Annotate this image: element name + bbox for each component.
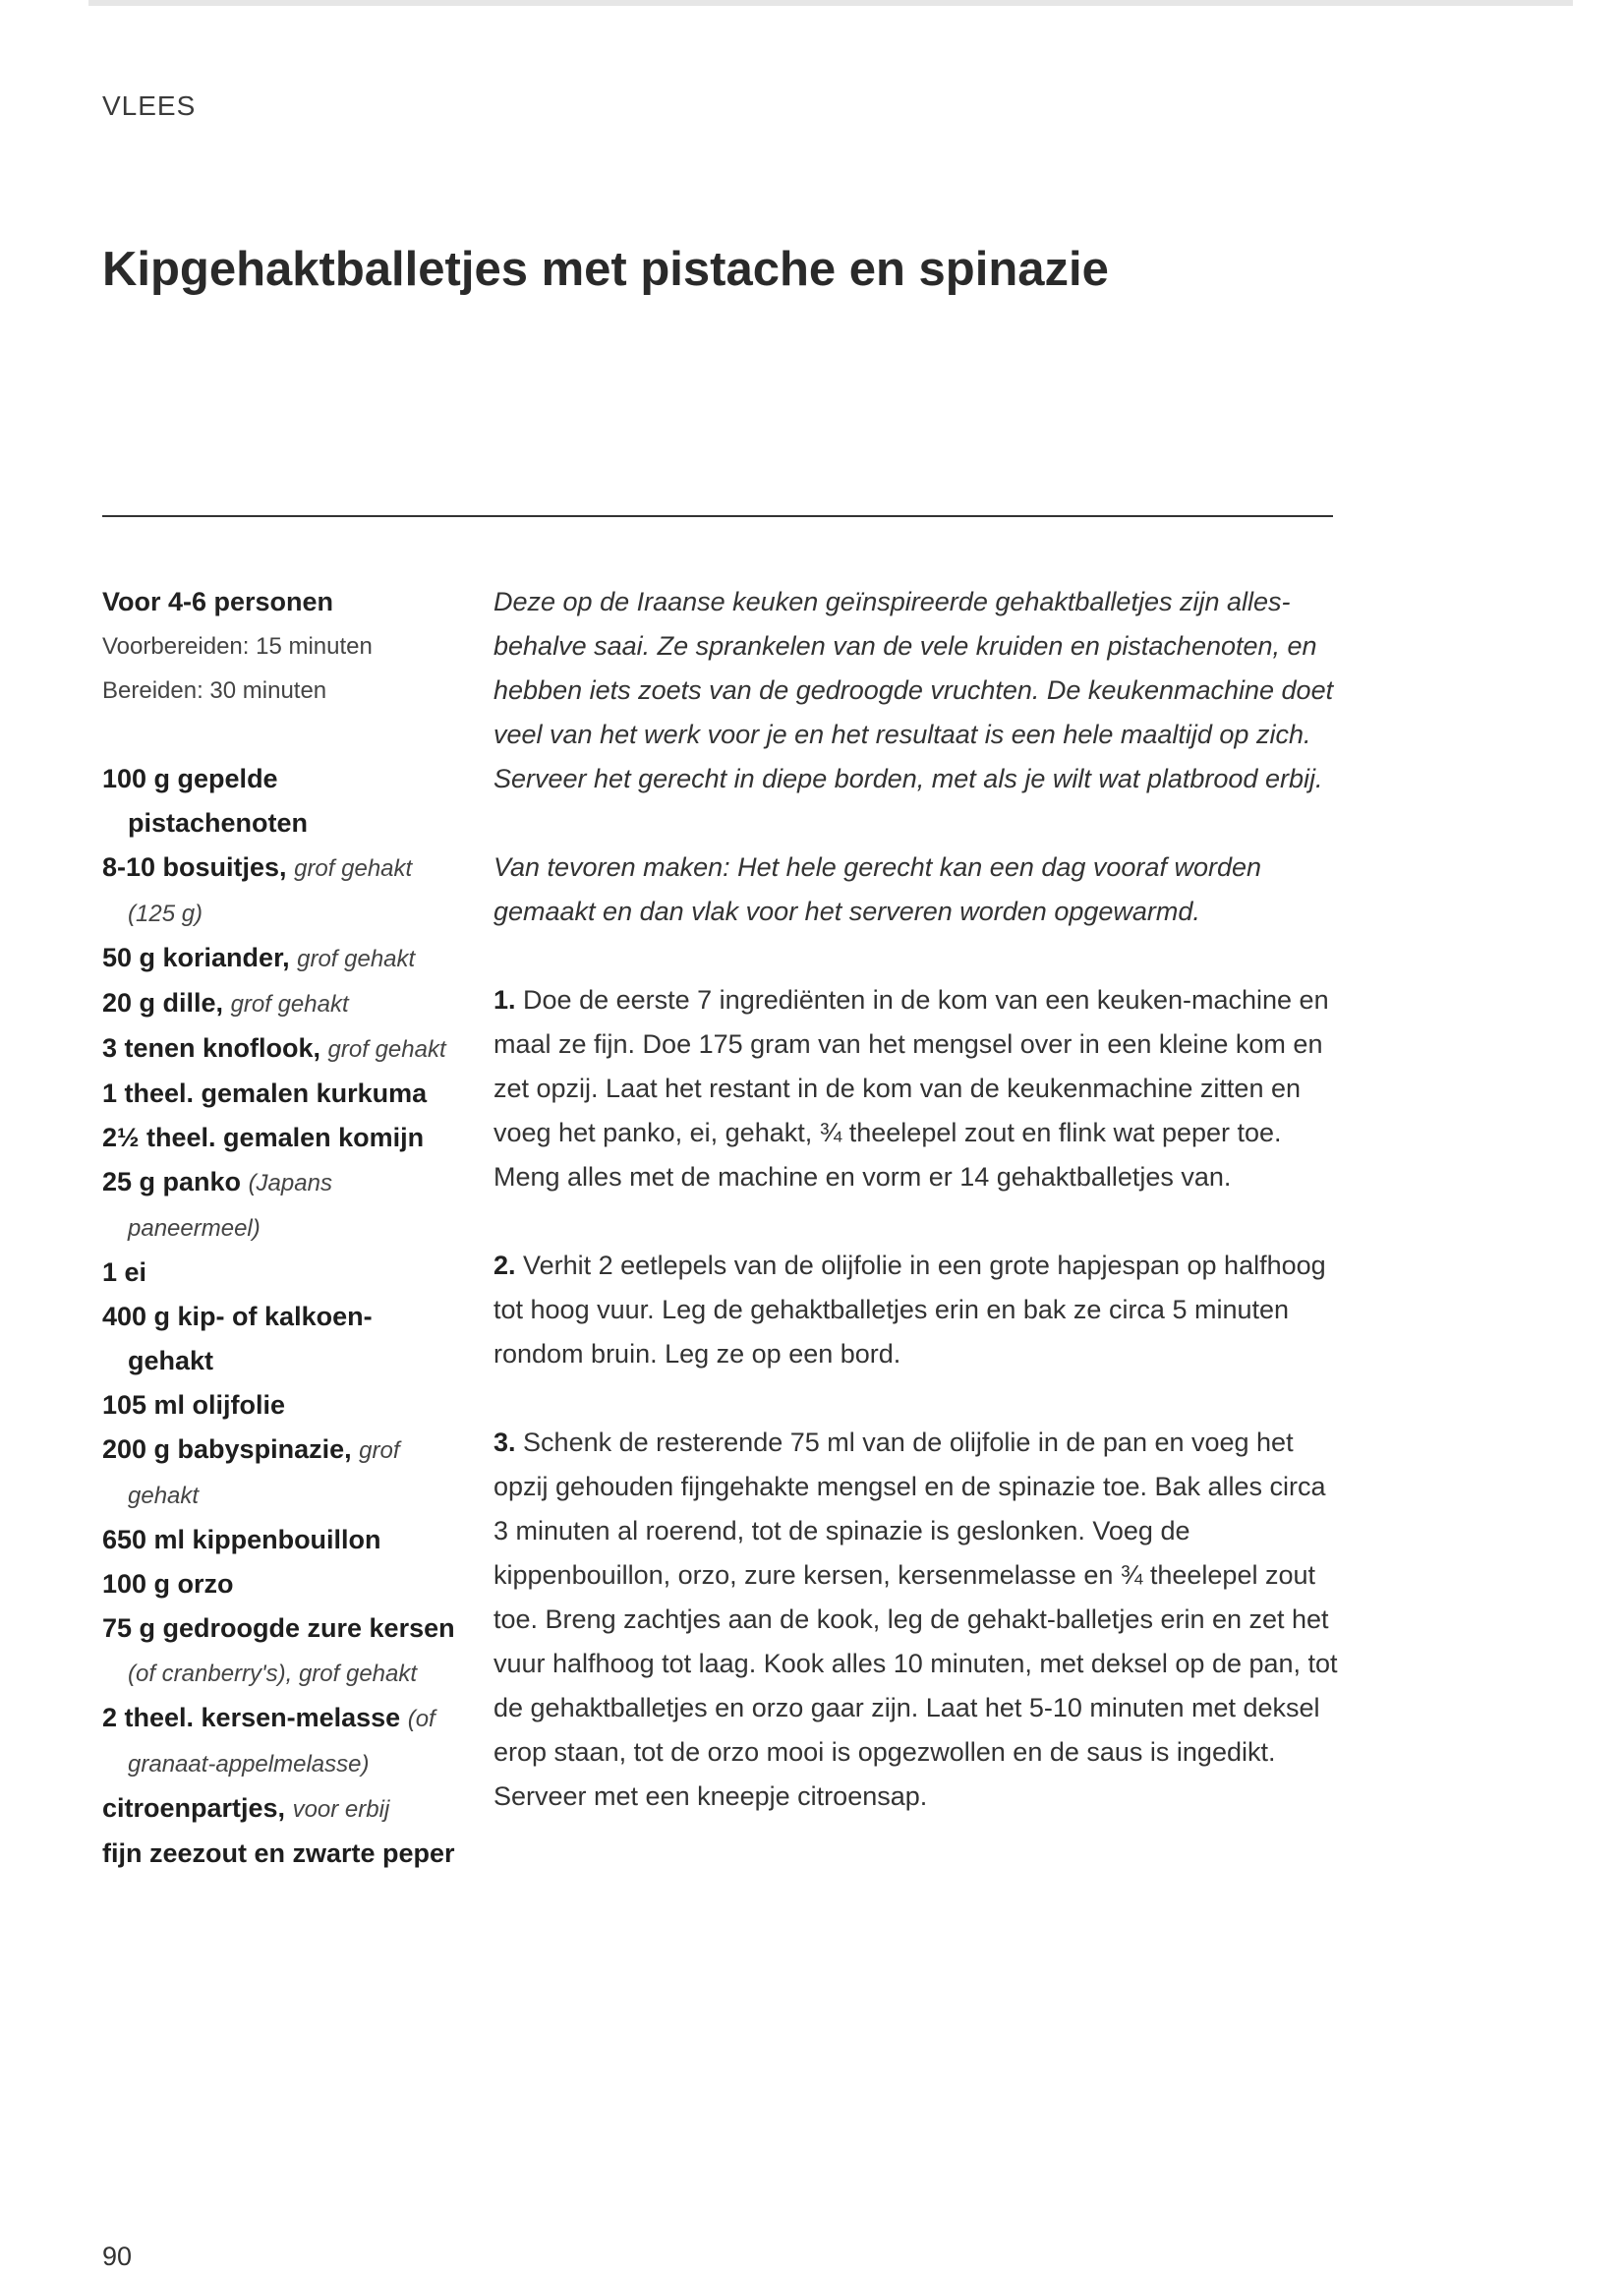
divider [102, 515, 1333, 517]
ingredient-note: grof gehakt [327, 1036, 446, 1063]
ingredient-item [102, 1428, 456, 1518]
ingredient-main: 20 g dille, [102, 988, 224, 1018]
ingredient-main: 25 g panko [102, 1167, 242, 1196]
servings: Voor 4-6 personen [102, 587, 334, 616]
ingredient-item [102, 1518, 456, 1562]
ingredient-note: grof gehakt [128, 1437, 400, 1509]
ingredient-list [102, 757, 456, 1876]
ingredient-item [102, 1606, 456, 1696]
intro-text: Deze op de Iraanse keuken geïnspireerde gehaktballetjes zijn alles-behalve saai. Ze sprankelen van de vele kruiden en pistachenoten, en hebben iets zoets van de gedroogde vruchten. De keukenmachine doet veel van het werk voor je en het resultaat is een hele maaltijd op zich. Serveer het gerecht in diepe borden, met als je wilt wat platbrood erbij. [493, 587, 1334, 793]
ingredient-main: 200 g babyspinazie, [102, 1434, 352, 1464]
step-number: 3. [493, 1428, 516, 1457]
ingredient-item [102, 845, 456, 936]
ingredient-main: 650 ml kippenbouillon [102, 1525, 381, 1554]
advance-note: Van tevoren maken: Het hele gerecht kan een dag vooraf worden gemaakt en dan vlak voor het serveren worden opgewarmd. [493, 852, 1261, 926]
ingredient-main: 3 tenen knoflook, [102, 1033, 321, 1063]
method-step [493, 978, 1339, 1199]
step-text: Doe de eerste 7 ingrediënten in de kom van een keuken-machine en maal ze fijn. Doe 175 gram van het mengsel over in een kleine kom en zet opzij. Laat het restant in de kom van de keukenmachine zitten en voeg het panko, ei, gehakt, ¾ theelepel zout en flink wat peper toe. Meng alles met de machine en vorm er 14 gehaktballetjes van. [493, 985, 1329, 1192]
method-step [493, 1244, 1339, 1376]
ingredient-main: 2 theel. kersen-melasse [102, 1703, 401, 1732]
ingredient-item [102, 936, 456, 981]
ingredient-note: (of granaat-appelmelasse) [128, 1706, 435, 1778]
ingredient-note: grof gehakt [297, 946, 416, 972]
cook-time: Bereiden: 30 minuten [102, 677, 327, 704]
ingredient-item [102, 1562, 456, 1606]
ingredient-main: fijn zeezout en zwarte peper [102, 1838, 455, 1868]
ingredient-item [102, 1072, 456, 1116]
ingredient-main: 100 g gepelde pistachenoten [102, 764, 309, 838]
ingredient-item [102, 1786, 456, 1832]
ingredient-note: (Japans paneermeel) [128, 1170, 332, 1242]
ingredient-item [102, 1026, 456, 1072]
ingredient-item [102, 1832, 456, 1876]
ingredient-item [102, 1295, 456, 1383]
ingredient-item [102, 1251, 456, 1295]
section-label: VLEES [102, 90, 197, 121]
ingredient-note: (of cranberry's), grof gehakt [128, 1661, 418, 1687]
top-rule [88, 0, 1573, 6]
ingredient-main: 2½ theel. gemalen komijn [102, 1123, 425, 1152]
ingredient-main: citroenpartjes, [102, 1793, 286, 1823]
recipe-sidebar [102, 580, 456, 1876]
ingredient-main: 400 g kip- of kalkoen-gehakt [102, 1302, 373, 1375]
ingredient-main: 105 ml olijfolie [102, 1390, 286, 1420]
ingredient-main: 8-10 bosuitjes, [102, 852, 287, 882]
page-number: 90 [102, 2242, 133, 2271]
ingredient-item [102, 1696, 456, 1786]
ingredient-note: voor erbij [292, 1796, 390, 1823]
ingredient-item [102, 1116, 456, 1160]
method-steps [493, 978, 1339, 1819]
ingredient-note: grof gehakt [230, 991, 349, 1018]
step-number: 1. [493, 985, 516, 1015]
ingredient-main: 1 ei [102, 1257, 147, 1287]
page-title: Kipgehaktballetjes met pistache en spinazie [102, 243, 1109, 296]
ingredient-item [102, 981, 456, 1026]
ingredient-main: 50 g koriander, [102, 943, 290, 972]
ingredient-main: 75 g gedroogde zure kersen [102, 1613, 455, 1643]
step-text: Schenk de resterende 75 ml van de olijfolie in de pan en voeg het opzij gehouden fijngehakte mengsel en de spinazie toe. Bak alles circa 3 minuten al roerend, tot de spinazie is geslonken. Voeg de kippenbouillon, orzo, zure kersen, kersenmelasse en ¾ theelepel zout toe. Breng zachtjes aan de kook, leg de gehakt-balletjes erin en zet het vuur halfhoog tot laag. Kook alles 10 minuten, met deksel op de pan, tot de gehaktballetjes en orzo gaar zijn. Laat het 5-10 minuten met deksel erop staan, tot de orzo mooi is opgezwollen en de saus is ingedikt. Serveer met een kneepje citroensap. [493, 1428, 1338, 1811]
ingredient-main: 1 theel. gemalen kurkuma [102, 1079, 428, 1108]
ingredient-main: 100 g orzo [102, 1569, 234, 1599]
recipe-body [493, 580, 1339, 1863]
ingredient-item [102, 1160, 456, 1251]
step-number: 2. [493, 1251, 516, 1280]
step-text: Verhit 2 eetlepels van de olijfolie in een grote hapjespan op halfhoog tot hoog vuur. Leg de gehaktballetjes erin en bak ze circa 5 minuten rondom bruin. Leg ze op een bord. [493, 1251, 1326, 1369]
ingredient-item [102, 757, 456, 845]
method-step [493, 1421, 1339, 1819]
ingredient-note: grof gehakt (125 g) [128, 855, 413, 927]
ingredient-item [102, 1383, 456, 1428]
prep-time: Voorbereiden: 15 minuten [102, 633, 373, 660]
